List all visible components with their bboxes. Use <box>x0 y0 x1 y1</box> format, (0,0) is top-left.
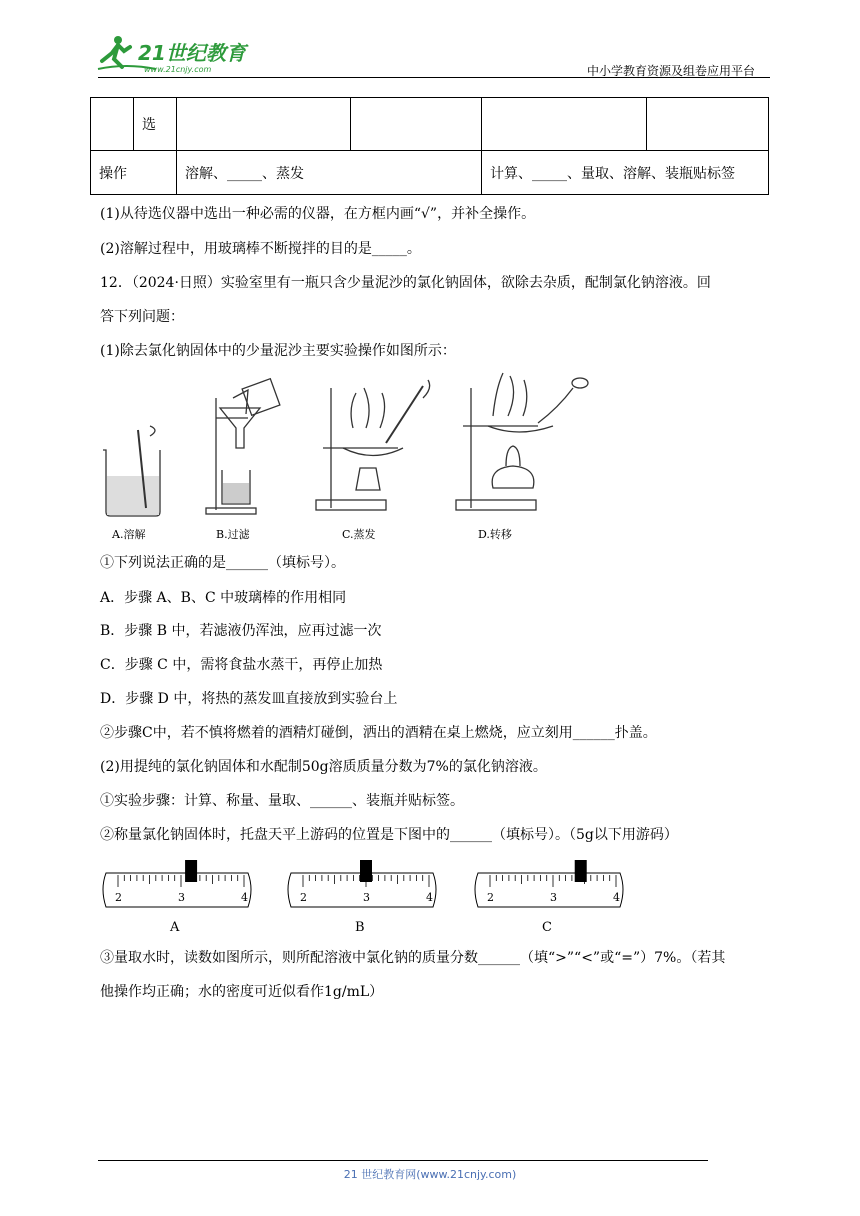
question-text: ①下列说法正确的是______（填标号）。 <box>100 555 345 571</box>
ruler-tick-label: 2 <box>300 891 307 904</box>
evaporation-illustration <box>316 380 430 510</box>
checkbox-cell[interactable] <box>351 98 482 151</box>
ruler-tick-label: 4 <box>613 891 620 904</box>
table-cell <box>91 98 134 151</box>
ruler-tick-label: 2 <box>487 891 494 904</box>
ruler-tick-label: 4 <box>426 891 433 904</box>
ruler-tick-label: 4 <box>241 891 248 904</box>
table-row-label: 选 <box>134 98 177 151</box>
table-row-label: 操作 <box>91 151 177 195</box>
question-stem: 12．（2024·日照）实验室里有一瓶只含少量泥沙的氯化钠固体，欲除去杂质，配制氯化钠溶液。回 <box>100 275 711 291</box>
header-divider <box>98 77 770 78</box>
ruler-tick-label: 3 <box>178 891 185 904</box>
option-a: A．步骤 A、B、C 中玻璃棒的作用相同 <box>100 590 347 606</box>
question-text: (2)溶解过程中，用玻璃棒不断搅拌的目的是_____。 <box>100 241 421 257</box>
question-text: (1)从待选仪器中选出一种必需的仪器，在方框内画“√”，并补全操作。 <box>100 206 536 222</box>
logo-text: 21世纪教育 <box>138 41 246 65</box>
site-name: 中小学教育资源及组卷应用平台 <box>586 64 755 78</box>
ruler-c <box>475 860 623 935</box>
figure-caption: D.转移 <box>478 528 512 541</box>
logo-url: www.21cnjy.com <box>144 65 212 74</box>
ruler-tick-label: 3 <box>363 891 370 904</box>
rider-marker <box>360 860 372 882</box>
ruler-b <box>288 860 436 935</box>
ruler-label: A <box>170 920 180 935</box>
rider-marker <box>185 860 197 882</box>
checkbox-cell[interactable] <box>177 98 351 151</box>
question-text: ②称量氯化钠固体时，托盘天平上游码的位置是下图中的______（填标号）。（5g以下用游码） <box>100 827 678 843</box>
checkbox-cell[interactable] <box>482 98 647 151</box>
option-c: C．步骤 C 中，需将食盐水蒸干，再停止加热 <box>100 657 383 673</box>
instrument-table <box>90 97 769 195</box>
figure-caption: A.溶解 <box>112 528 146 541</box>
figure-caption: B.过滤 <box>216 528 250 541</box>
question-text: ①实验步骤：计算、称量、量取、______、装瓶并贴标签。 <box>100 793 464 809</box>
question-text: ②步骤C中，若不慎将燃着的酒精灯碰倒，洒出的酒精在桌上燃烧，应立刻用______扑盖。 <box>100 725 657 741</box>
logo <box>96 33 266 75</box>
option-b: B．步骤 B 中，若滤液仍浑浊，应再过滤一次 <box>100 623 382 639</box>
operation-cell: 计算、_____、量取、溶解、装瓶贴标签 <box>482 151 769 195</box>
experiment-figure <box>98 368 598 548</box>
question-text: (1)除去氯化钠固体中的少量泥沙主要实验操作如图所示： <box>100 343 456 359</box>
ruler-label: B <box>355 920 365 935</box>
rider-rulers-figure <box>98 855 638 940</box>
rider-marker <box>575 860 587 882</box>
ruler-a <box>103 860 251 935</box>
transfer-illustration <box>456 373 588 510</box>
ruler-tick-label: 3 <box>550 891 557 904</box>
question-text: ③量取水时，读数如图所示，则所配溶液中氯化钠的质量分数______（填“>”“<”或“=”）7%。（若其 <box>100 950 726 966</box>
footer-divider <box>98 1160 708 1161</box>
filtration-illustration <box>206 379 280 514</box>
checkbox-cell[interactable] <box>647 98 769 151</box>
operation-cell: 溶解、_____、蒸发 <box>177 151 482 195</box>
question-text: (2)用提纯的氯化钠固体和水配制50g溶质质量分数为7%的氯化钠溶液。 <box>100 759 547 775</box>
option-d: D．步骤 D 中，将热的蒸发皿直接放到实验台上 <box>100 691 398 707</box>
question-stem: 答下列问题： <box>100 309 184 325</box>
question-text: 他操作均正确；水的密度可近似看作1g/mL） <box>100 984 384 1000</box>
ruler-tick-label: 2 <box>115 891 122 904</box>
ruler-label: C <box>542 920 552 935</box>
figure-caption: C.蒸发 <box>342 528 376 541</box>
beaker-dissolve-illustration <box>103 426 160 516</box>
footer-text: 21 世纪教育网(www.21cnjy.com) <box>343 1168 517 1181</box>
